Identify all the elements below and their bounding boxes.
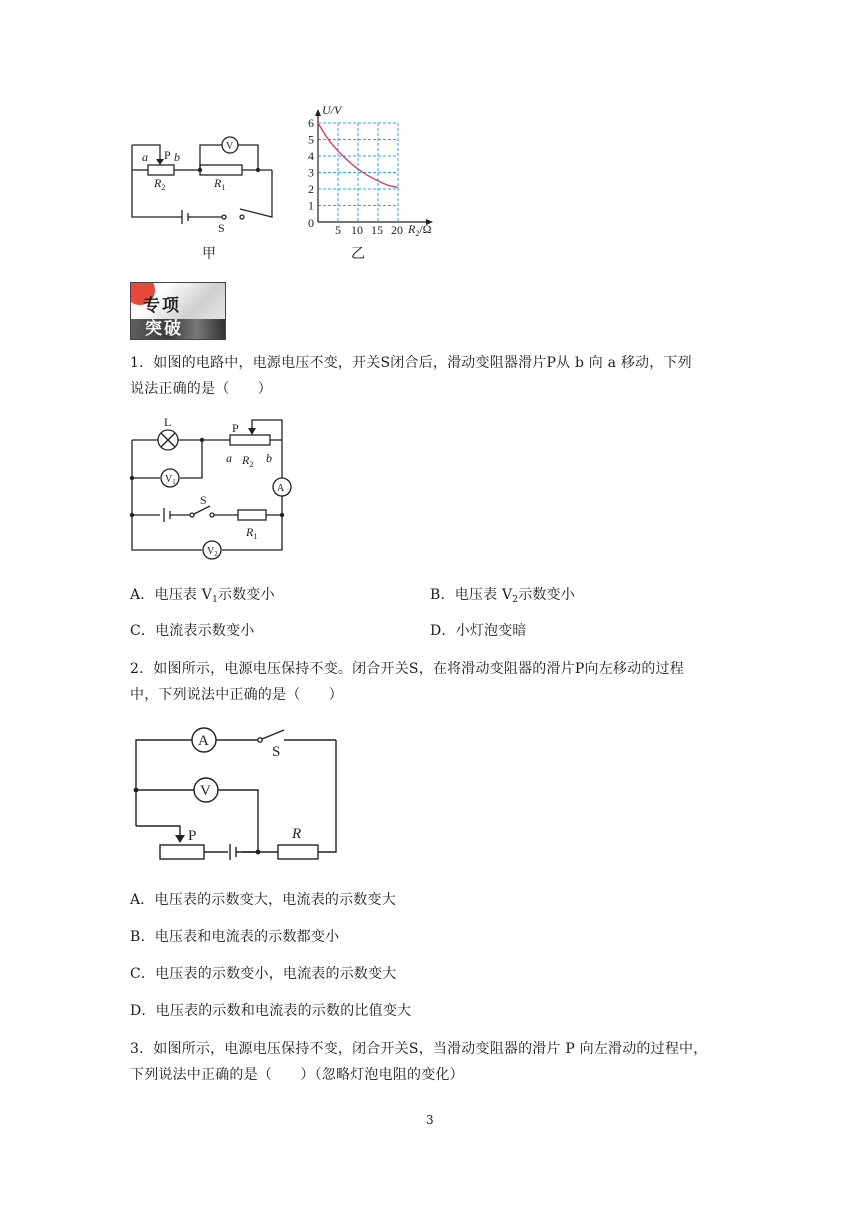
q1-a-meter-label: A bbox=[277, 483, 285, 494]
q2-circuit bbox=[120, 720, 350, 870]
y-tick-label: 3 bbox=[308, 165, 314, 180]
y-tick-label: 1 bbox=[308, 198, 314, 213]
jia-p-label: P bbox=[164, 148, 171, 162]
q1-option-a[interactable]: A．电压表 $V_1$示数变小 bbox=[130, 587, 275, 605]
q1-s-label: S bbox=[200, 493, 207, 507]
y-axis-label: U/V bbox=[322, 103, 342, 117]
graph-yi bbox=[300, 102, 450, 240]
jia-s-label: S bbox=[218, 221, 225, 235]
circuit-jia bbox=[120, 125, 290, 240]
origin-label: 0 bbox=[308, 216, 314, 230]
x-tick-label: 5 bbox=[335, 223, 341, 237]
q2-option-d[interactable]: D．电压表的示数和电流表的示数的比值变大 bbox=[130, 1003, 412, 1019]
q1-option-c[interactable]: C．电流表示数变小 bbox=[130, 623, 255, 639]
jia-r1-label: $R_1$ bbox=[214, 176, 226, 192]
q3-stem-line2: 下列说法中正确的是（ ）（忽略灯泡电阻的变化） bbox=[130, 1067, 464, 1083]
yi-caption: 乙 bbox=[351, 246, 365, 262]
q1-option-b[interactable]: B．电压表 $V_2$示数变小 bbox=[430, 587, 575, 605]
q2-option-a[interactable]: A．电压表的示数变大，电流表的示数变大 bbox=[130, 892, 396, 908]
jia-b-label: b bbox=[174, 150, 180, 164]
q1-b-label: b bbox=[266, 451, 272, 465]
y-tick-label: 5 bbox=[308, 132, 314, 147]
q1-stem-line1: 1．如图的电路中，电源电压不变，开关S闭合后，滑动变阻器滑片P从 b 向 a 移动，下列 bbox=[130, 355, 692, 371]
q2-stem-line1: 2．如图所示，电源电压保持不变。闭合开关S，在将滑动变阻器的滑片P向左移动的过程 bbox=[130, 661, 684, 677]
q1-a-label: a bbox=[226, 451, 232, 465]
q2-r-label: R bbox=[292, 826, 302, 842]
jia-a-label: a bbox=[142, 150, 148, 164]
jia-r2-label: $R_2$ bbox=[154, 176, 166, 192]
section-badge bbox=[130, 282, 226, 340]
jia-v-label: V bbox=[226, 141, 234, 152]
q2-v-label: V bbox=[200, 783, 211, 799]
x-tick-label: 15 bbox=[371, 223, 383, 237]
q3-stem-line1: 3．如图所示，电源电压保持不变，闭合开关S，当滑动变阻器的滑片 P 向左滑动的过程中， bbox=[130, 1041, 708, 1057]
q2-option-b[interactable]: B．电压表和电流表的示数都变小 bbox=[130, 929, 340, 945]
q2-a-meter-label: A bbox=[198, 733, 209, 749]
page-number: 3 bbox=[426, 1113, 434, 1127]
y-tick-label: 6 bbox=[308, 116, 314, 130]
q1-v1-label: $V_1$ bbox=[165, 474, 176, 486]
y-axis-arrow bbox=[315, 109, 321, 116]
graph-grid bbox=[318, 123, 398, 222]
q1-r1-label: $R_1$ bbox=[246, 525, 258, 541]
badge-line1: 专项 bbox=[143, 296, 181, 316]
badge-line2: 突破 bbox=[145, 319, 183, 339]
q2-s-label: S bbox=[272, 744, 281, 760]
y-tick-label: 2 bbox=[308, 182, 314, 196]
x-tick-label: 20 bbox=[391, 223, 403, 237]
jia-caption: 甲 bbox=[202, 246, 216, 262]
q1-p-label: P bbox=[232, 421, 239, 435]
q1-circuit bbox=[120, 410, 300, 560]
x-tick-label: 10 bbox=[351, 223, 363, 237]
y-tick-label: 4 bbox=[308, 149, 314, 163]
x-axis-label: $R_2/\Omega$ bbox=[408, 222, 432, 238]
q1-option-d[interactable]: D．小灯泡变暗 bbox=[430, 623, 527, 639]
q2-p-label: P bbox=[188, 828, 197, 844]
q1-r2-label: $R_2$ bbox=[242, 453, 254, 469]
q2-stem-line2: 中，下列说法中正确的是（ ） bbox=[130, 687, 343, 703]
q1-v2-label: $V_2$ bbox=[207, 546, 218, 558]
q2-option-c[interactable]: C．电压表的示数变小，电流表的示数变大 bbox=[130, 966, 397, 982]
q1-l-label: L bbox=[164, 415, 172, 429]
q1-stem-line2: 说法正确的是（ ） bbox=[130, 381, 272, 397]
